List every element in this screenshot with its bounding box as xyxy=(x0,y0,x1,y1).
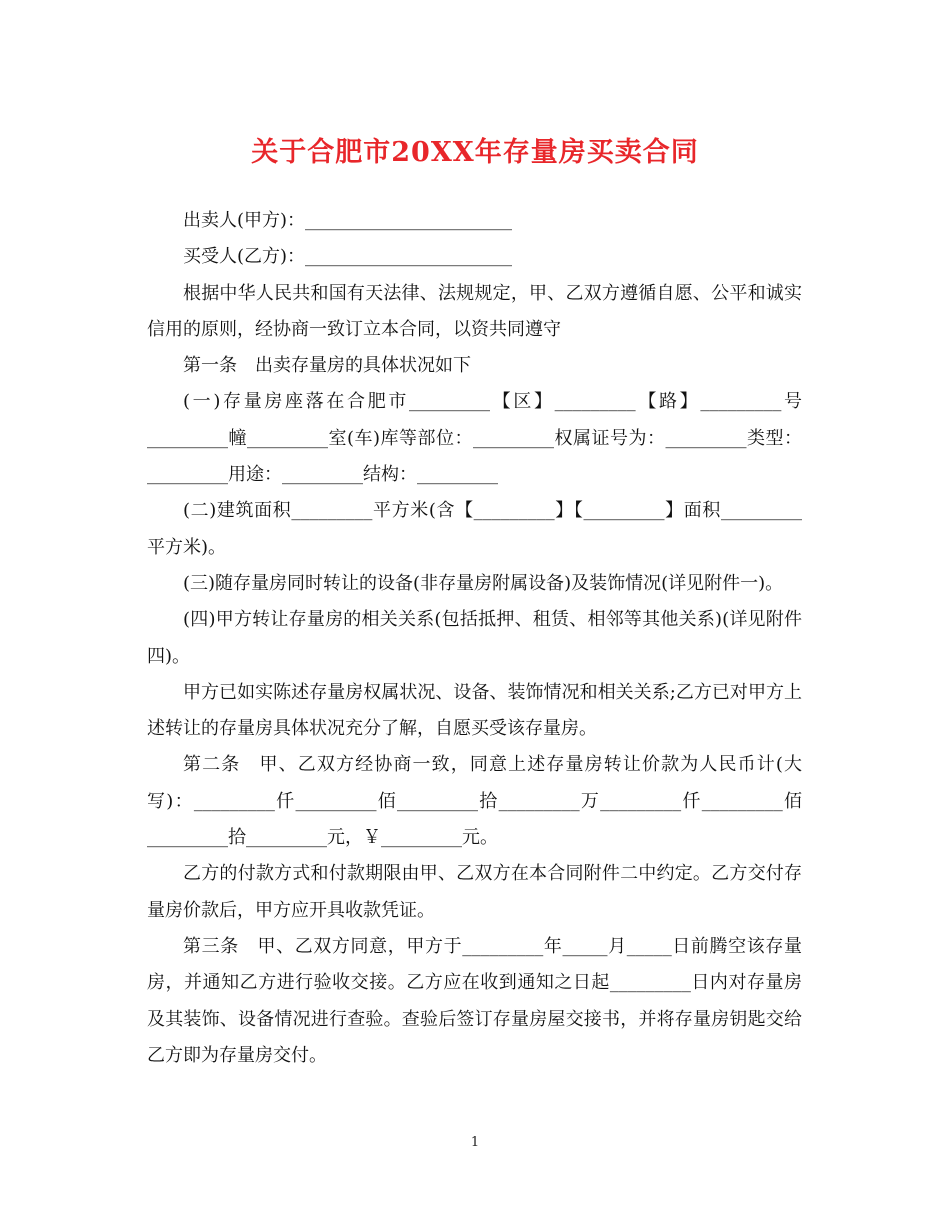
buyer-line: 买受人(乙方)：_______________________ xyxy=(183,246,513,268)
preamble-paragraph: 根据中华人民共和国有天法律、法规规定，甲、乙双方遵循自愿、公平和诚实信用的原则，经协商一致订立本合同，以资共同遵守 xyxy=(147,282,802,340)
clause-2-area: (二)建筑面积_________平方米(含【_________】【_________】面积_________平方米)。 xyxy=(147,500,802,558)
clause-4-relations: (四)甲方转让存量房的相关关系(包括抵押、租赁、相邻等其他关系)(详见附件四)。 xyxy=(147,609,802,667)
payment-terms-paragraph: 乙方的付款方式和付款期限由甲、乙双方在本合同附件二中约定。乙方交付存量房价款后，甲方应开具收款凭证。 xyxy=(147,863,802,921)
seller-line: 出卖人(甲方)：_______________________ xyxy=(183,210,513,231)
statement-paragraph: 甲方已如实陈述存量房权属状况、设备、装饰情况和相关关系;乙方已对甲方上述转让的存量房具体状况充分了解，自愿买受该存量房。 xyxy=(147,681,802,740)
article-three-delivery: 第三条 甲、乙双方同意，甲方于_________年_____月_____日前腾空该存量房，并通知乙方进行验收交接。乙方应在收到通知之日起_________日内对存量房及其装饰、设备情况进行查验。查验后签订存量房屋交接书，并将存量房钥匙交给乙方即为存量房交付。 xyxy=(147,935,802,1066)
document-title: 关于合肥市20XX年存量房买卖合同 xyxy=(251,137,699,168)
page-number: 1 xyxy=(470,1135,480,1150)
clause-1-location: (一)存量房座落在合肥市_________【区】_________【路】_________号_________幢_________室(车)库等部位：_________权属证号为：_________类型：_________用途：_________结构：_________ xyxy=(147,391,802,486)
clause-3-equipment: (三)随存量房同时转让的设备(非存量房附属设备)及装饰情况(详见附件一)。 xyxy=(183,572,784,594)
article-two-price: 第二条 甲、乙双方经协商一致，同意上述存量房转让价款为人民币计(大写)：_________仟_________佰_________拾_________万_________仟_________佰_________拾_________元，￥_________元。 xyxy=(147,754,802,849)
document-body xyxy=(147,203,802,1074)
article-one-heading: 第一条 出卖存量房的具体状况如下 xyxy=(183,355,471,377)
